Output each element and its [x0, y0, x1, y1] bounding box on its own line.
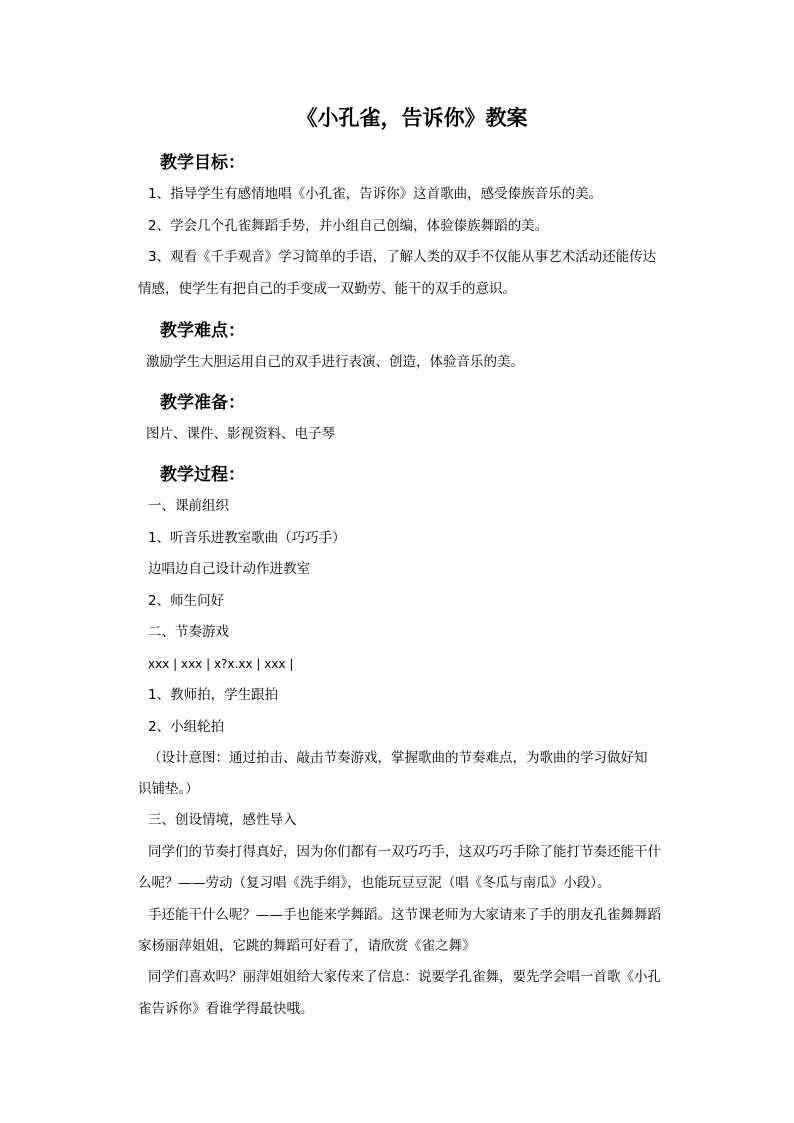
- process-section-3: 三、创设情境，感性导入: [148, 812, 297, 828]
- goal-2: 2、学会几个孔雀舞蹈手势，并小组自己创编，体验傣族舞蹈的美。: [148, 218, 549, 234]
- rhythm-notation: xxx | xxx | x?x.xx | xxx |: [148, 657, 294, 671]
- process-section-2: 二、节奏游戏: [148, 624, 229, 640]
- goal-3-line2: 情感，使学生有把自己的手变成一双勤劳、能干的双手的意识。: [138, 281, 516, 297]
- paragraph-1-line2: 么呢？——劳动（复习唱《洗手绢》，也能玩豆豆泥（唱《冬瓜与南瓜》小段）。: [138, 875, 611, 891]
- process-item-1-1: 1、听音乐进教室歌曲（巧巧手）: [148, 530, 346, 546]
- paragraph-2-line2: 家杨丽萍姐姐，它跳的舞蹈可好看了，请欣赏《雀之舞》: [138, 938, 476, 954]
- heading-prep: 教学准备：: [160, 393, 245, 413]
- goal-3-line1: 3、观看《千手观音》学习简单的手语，了解人类的双手不仅能从事艺术活动还能传达: [148, 249, 657, 265]
- heading-process: 教学过程：: [160, 465, 245, 485]
- process-section-1: 一、课前组织: [148, 498, 229, 514]
- design-note-line2: 识铺垫。）: [138, 781, 199, 797]
- prep-text: 图片、课件、影视资料、电子琴: [146, 426, 335, 442]
- goal-1: 1、指导学生有感情地唱《小孔雀，告诉你》这首歌曲，感受傣族音乐的美。: [148, 186, 603, 202]
- design-note-line1: （设计意图：通过拍击、敲击节奏游戏，掌握歌曲的节奏难点，为歌曲的学习做好知: [148, 750, 648, 766]
- document-title: 《小孔雀，告诉你》教案: [296, 106, 528, 130]
- process-item-2-1: 1、教师拍，学生跟拍: [148, 687, 279, 703]
- heading-difficulty: 教学难点：: [160, 321, 245, 341]
- process-item-1-1b: 边唱边自己设计动作进教室: [148, 561, 310, 577]
- paragraph-2-line1: 手还能干什么呢？——手也能来学舞蹈。这节课老师为大家请来了手的朋友孔雀舞舞蹈: [148, 907, 661, 923]
- paragraph-3-line1: 同学们喜欢吗？丽萍姐姐给大家传来了信息：说要学孔雀舞，要先学会唱一首歌《小孔: [148, 969, 661, 985]
- paragraph-1-line1: 同学们的节奏打得真好，因为你们都有一双巧巧手，这双巧巧手除了能打节奏还能干什: [148, 844, 661, 860]
- heading-goals: 教学目标：: [160, 153, 245, 173]
- process-item-1-2: 2、师生问好: [148, 593, 225, 609]
- process-item-2-2: 2、小组轮拍: [148, 719, 225, 735]
- paragraph-3-line2: 雀告诉你》看谁学得最快哦。: [138, 1001, 314, 1017]
- difficulty-text: 激励学生大胆运用自己的双手进行表演、创造，体验音乐的美。: [146, 354, 524, 370]
